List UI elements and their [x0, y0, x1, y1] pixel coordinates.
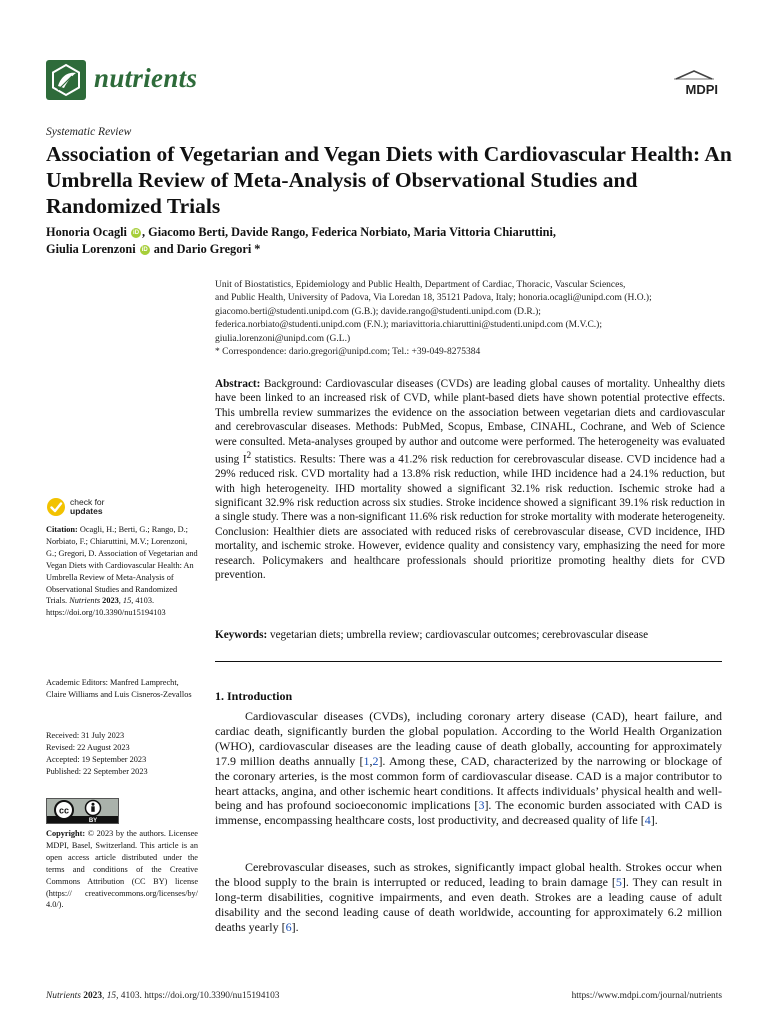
received-date: Received: 31 July 2023	[46, 731, 125, 740]
citation-link[interactable]: 3	[478, 798, 485, 813]
paragraph-text: ].	[650, 813, 658, 828]
copyright-label: Copyright:	[46, 829, 86, 838]
affiliation-line: giacomo.berti@studenti.unipd.com (G.B.); davide.rango@studenti.unipd.com (D.R.);	[215, 306, 541, 317]
citation-link[interactable]: 2	[372, 753, 379, 768]
check-updates-line: check for	[70, 497, 105, 507]
citation-text: Ocagli, H.; Berti, G.; Rango, D.; Norbiato, F.; Chiaruttini, M.V.; Lorenzoni, G.; Gregori, D. Association of Vegetarian and Vegan Diets with Cardiovascular Health: An Umbrella Review of Meta-Analysis of Observational Studies and Randomized Trials.	[46, 525, 198, 606]
abstract-text: statistics. Results: There was a 41.2% risk reduction for cerebrovascular disease. CVD incidence had a 29% reduced risk. CVD mortality had a 13.8% risk reduction, while IHD incidence had a 24.1% reduction, but with high heterogeneity. IHD mortality showed a significant 32.1% risk reduction. Ischemic stroke had a significant 32.9% risk reduction across six studies. Stroke incidence showed a significant 39.1% risk reduction in a single study. There was a non-significant 11.6% risk reduction for stroke mortality with moderate heterogeneity. Conclusion: Healthier diets are associated with reduced risks of cerebrovascular disease, CVD incidence, IHD mortality, and ischemic stroke. However, evidence quality and consistency vary, emphasizing the need for more research. Policymakers and healthcare professionals should prioritize promoting healthy diets for CVD prevention.	[215, 453, 725, 582]
abstract-text: Background: Cardiovascular diseases (CVDs) are leading global causes of mortality. Unhealthy diets have been linked to an increased risk of CVD, while plant-based diets have shown potential protective effects. This umbrella review summarizes the evidence on the association between vegetarian diets and cardiovascular and cerebrovascular diseases. Methods: PubMed, Scopus, Embase, CINAHL, Cochrane, and Web of Science were consulted. Meta-analyses grouped by author and outcome were performed. The heterogeneity was evaluated using I	[215, 378, 725, 466]
citation-volume: , 15	[118, 596, 132, 606]
check-for-updates-button[interactable]	[46, 497, 158, 519]
paragraph-text: ]. The economic burden associated with CAD is immense, encompassing healthcare costs, lost productivity, and decreased quality of life [	[215, 798, 723, 828]
citation-year: 2023	[100, 596, 119, 606]
copyright-notice	[46, 828, 198, 911]
citation-block	[46, 524, 198, 619]
revised-date: Revised: 22 August 2023	[46, 742, 130, 752]
article-type: Systematic Review	[46, 126, 132, 138]
author-list	[46, 224, 736, 258]
paragraph	[215, 709, 722, 828]
footer-volume: , 15	[102, 991, 117, 1001]
author-names: and Dario Gregori *	[150, 242, 261, 256]
journal-name: nutrients	[94, 63, 198, 93]
footer-journal: Nutrients	[46, 991, 81, 1001]
footer-citation	[46, 991, 279, 1001]
nutrients-logo-icon	[46, 60, 86, 100]
paragraph	[215, 860, 722, 935]
check-updates-label	[70, 498, 105, 516]
keywords-text: vegetarian diets; umbrella review; cardiovascular outcomes; cerebrovascular disease	[267, 629, 649, 641]
author-name[interactable]: Giulia Lorenzoni	[46, 242, 136, 256]
affiliation-line: and Public Health, University of Padova, Via Loredan 18, 35121 Padova, Italy; honoria.ocagli@unipd.com (H.O.);	[215, 293, 652, 304]
paragraph-text: Cerebrovascular diseases, such as strokes, significantly impact global health. Strokes occur when the blood supply to the brain is interrupted or reduced, leading to brain damage [	[215, 860, 722, 889]
journal-header	[46, 60, 722, 106]
footer-journal-url[interactable]: https://www.mdpi.com/journal/nutrients	[571, 991, 722, 1001]
keywords-label: Keywords:	[215, 629, 268, 641]
correspondence-line: * Correspondence: dario.gregori@unipd.com; Tel.: +39-049-8275384	[215, 347, 481, 358]
footer-doi[interactable]: , 4103. https://doi.org/10.3390/nu15194103	[116, 991, 280, 1001]
section-heading: 1. Introduction	[215, 689, 293, 703]
abstract-label: Abstract:	[215, 378, 261, 390]
accepted-date: Accepted: 19 September 2023	[46, 754, 147, 764]
citation-link[interactable]: 1	[363, 753, 370, 768]
paragraph-text: Cardiovascular diseases (CVDs), including coronary artery disease (CAD), heart failure, and cardiac death, significantly burden the global population. According to the World Health Organization (WHO), cardiovascular diseases are the leading cause of death globally, accounting for approximately 17.9 million deaths annually [	[215, 709, 722, 768]
publisher-name: MDPI	[685, 82, 718, 97]
paragraph-text: ]. They can result in long-term disabilities, cognitive impairments, and even death. Strokes are a leading cause of adult disability and the second leading cause of death worldwide, accounting for approximately 6.2 million deaths yearly [	[215, 874, 722, 934]
article-dates	[46, 730, 198, 778]
paragraph-text: ,	[369, 753, 373, 768]
keywords	[215, 628, 725, 642]
orcid-icon[interactable]: iD	[133, 230, 140, 237]
paragraph-text: ]. Among these, CAD, characterized by the narrowing or blockage of the coronary arteries, is the most common form of cardiovascular disease. CAD is a major contributor to heart attacks, angina, and other ischemic heart conditions. It affects individuals’ physical health and well-being and has profound socioeconomic implications [	[215, 753, 722, 813]
citation-doi[interactable]: , 4103. https://doi.org/10.3390/nu15194103	[46, 596, 166, 618]
by-mark: BY	[88, 818, 98, 823]
citation-link[interactable]: 4	[644, 813, 651, 828]
citation-link[interactable]: 5	[615, 874, 622, 889]
affiliations	[215, 279, 725, 359]
article-title: Association of Vegetarian and Vegan Diets with Cardiovascular Health: An Umbrella Review of Meta-Analysis of Observational Studies and Randomized Trials	[46, 142, 732, 218]
divider	[215, 661, 722, 662]
cc-by-license-badge[interactable]	[46, 798, 119, 824]
citation-journal: Nutrients	[69, 596, 101, 606]
abstract	[215, 377, 725, 582]
academic-editors: Academic Editors: Manfred Lamprecht, Claire Williams and Luis Cisneros-Zevallos	[46, 678, 192, 699]
affiliation-line: Unit of Biostatistics, Epidemiology and Public Health, Department of Cardiac, Thoracic, Vascular Sciences,	[215, 280, 626, 290]
check-updates-line: updates	[70, 506, 103, 516]
superscript: 2	[246, 451, 252, 462]
check-updates-icon	[46, 497, 66, 517]
orcid-icon[interactable]: iD	[141, 247, 148, 254]
citation-link[interactable]: 6	[285, 919, 292, 934]
published-date: Published: 22 September 2023	[46, 766, 148, 776]
paragraph-text: ].	[291, 919, 299, 934]
author-name[interactable]: Honoria Ocagli	[46, 225, 127, 239]
footer-year: 2023	[80, 991, 102, 1001]
affiliation-line: federica.norbiato@studenti.unipd.com (F.N.); mariavittoria.chiaruttini@studenti.unipd.com (M.V.C.);	[215, 320, 602, 331]
citation-label: Citation:	[46, 525, 78, 534]
cc-mark: cc	[58, 805, 70, 816]
author-names: , Giacomo Berti, Davide Rango, Federica Norbiato, Maria Vittoria Chiaruttini,	[142, 225, 556, 239]
affiliation-line: giulia.lorenzoni@unipd.com (G.L.)	[215, 333, 351, 344]
copyright-text: © 2023 by the authors. Licensee MDPI, Basel, Switzerland. This article is an open access article distributed under the terms and conditions of the Creative Commons Attribution (CC BY) license (https:// creativecommons.org/licenses/by/ 4.0/).	[46, 829, 198, 910]
